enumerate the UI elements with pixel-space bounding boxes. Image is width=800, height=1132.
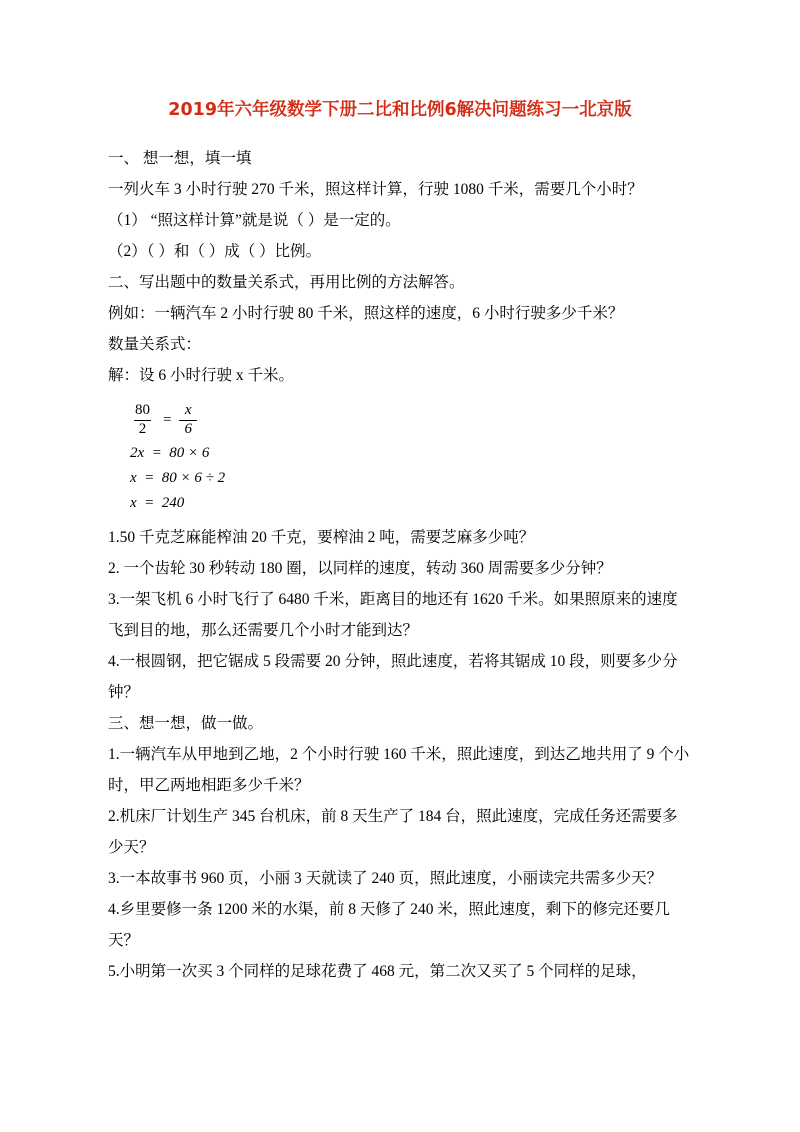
section-3-problem-2: 2.机床厂计划生产 345 台机床，前 8 天生产了 184 台，照此速度，完成任务还需要多少天？ [108, 808, 678, 856]
section-2-problem-4: 4.一根圆钢，把它锯成 5 段需要 20 分钟，照此速度，若将其锯成 10 段，则要多少分钟？ [108, 653, 678, 701]
section-1-line-1: 一列火车 3 小时行驶 270 千米，照这样计算，行驶 1080 千米，需要几个小时？ [108, 181, 643, 198]
section-3-problem-5: 5.小明第一次买 3 个同样的足球花费了 468 元，第二次又买了 5 个同样的足球， [108, 963, 647, 980]
worked-example-math [108, 399, 692, 516]
section-2-problem-1: 1.50 千克芝麻能榨油 20 千克，要榨油 2 吨，需要芝麻多少吨？ [108, 529, 535, 546]
section-2-heading: 二、写出题中的数量关系式，再用比例的方法解答。 [108, 274, 465, 291]
fraction-right [179, 403, 197, 438]
math-step-1: 2x = 80 × 6 [130, 445, 210, 461]
math-step-3: x = 240 [130, 495, 185, 511]
section-3-problem-3: 3.一本故事书 960 页，小丽 3 天就读了 240 页，照此速度，小丽读完共需多少天？ [108, 870, 663, 887]
section-1-heading: 一、 想一想，填一填 [108, 150, 252, 167]
section-1-line-3: （2）（ ）和（ ）成（ ）比例。 [108, 243, 322, 260]
fraction-left-denominator: 2 [134, 420, 152, 438]
section-2-relation-label: 数量关系式： [108, 336, 202, 353]
equals-sign: = [163, 411, 172, 428]
fraction-right-denominator: 6 [179, 420, 197, 438]
fraction-left [130, 403, 155, 438]
section-2-problem-3: 3.一架飞机 6 小时飞行了 6480 千米，距离目的地还有 1620 千米。如果照原来的速度飞到目的地，那么还需要几个小时才能到达？ [108, 591, 678, 639]
fraction-left-numerator: 80 [135, 401, 150, 418]
section-2-example: 例如：一辆汽车 2 小时行驶 80 千米，照这样的速度，6 小时行驶多少千米？ [108, 305, 624, 322]
fraction-right-numerator: x [184, 401, 192, 418]
section-2-solution-setup: 解：设 6 小时行驶 x 千米。 [108, 367, 295, 384]
section-1-line-2: （1） “照这样计算”就是说（ ）是一定的。 [108, 212, 401, 229]
section-3-heading: 三、想一想，做一做。 [108, 715, 264, 732]
section-3-problem-1: 1.一辆汽车从甲地到乙地，2 个小时行驶 160 千米，照此速度，到达乙地共用了 9 个小时，甲乙两地相距多少千米？ [108, 746, 690, 794]
page-title: 2019年六年级数学下册二比和比例6解决问题练习一北京版 [168, 100, 632, 120]
section-3-problem-4: 4.乡里要修一条 1200 米的水渠，前 8 天修了 240 米，照此速度，剩下的修完还要几天？ [108, 901, 670, 949]
section-2-problem-2: 2. 一个齿轮 30 秒转动 180 圈，以同样的速度，转动 360 周需要多少分钟？ [108, 560, 612, 577]
math-step-2: x = 80 × 6 ÷ 2 [130, 470, 226, 486]
proportion-equation [130, 399, 692, 441]
